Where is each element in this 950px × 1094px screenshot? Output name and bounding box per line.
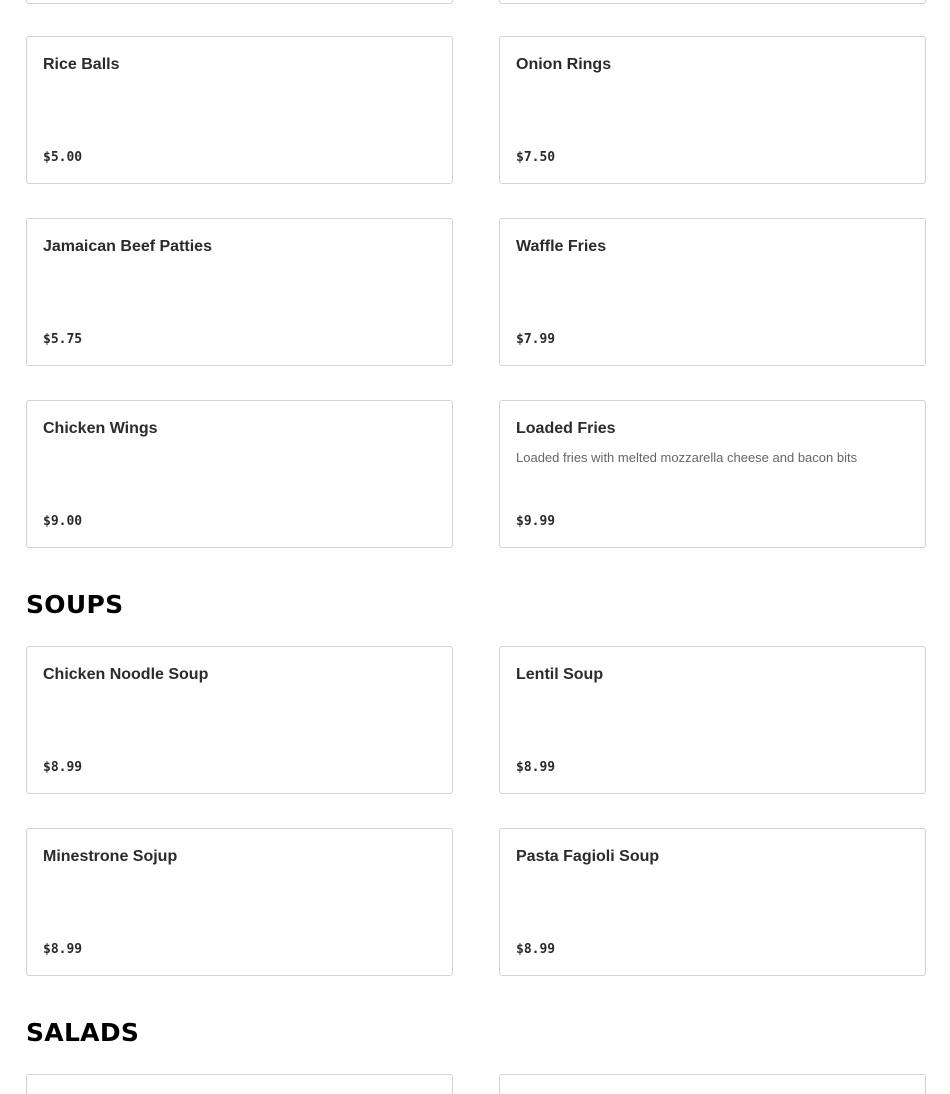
menu-item-name: Jamaican Beef Patties xyxy=(43,238,212,255)
menu-item-name: Rice Balls xyxy=(43,56,120,73)
menu-item-price: $8.99 xyxy=(43,760,83,775)
menu-item-name: Pasta Fagioli Soup xyxy=(516,848,660,865)
menu-item-description: Loaded fries with melted mozzarella cheese and bacon bits xyxy=(516,450,858,465)
menu-item-name: Minestrone Sojup xyxy=(43,848,178,865)
menu-item-name: Waffle Fries xyxy=(516,238,607,255)
menu-item-card[interactable] xyxy=(26,36,453,184)
menu-item-name: Onion Rings xyxy=(516,56,612,73)
menu-item-card-partial[interactable] xyxy=(499,0,926,4)
menu-item-name: Chicken Wings xyxy=(43,420,158,437)
menu-item-card-partial[interactable] xyxy=(26,0,453,4)
menu-item-card[interactable] xyxy=(26,646,453,794)
menu-item-card[interactable] xyxy=(499,400,926,548)
menu-item-price: $7.50 xyxy=(516,150,556,165)
menu-item-card[interactable] xyxy=(499,218,926,366)
menu-item-card-partial[interactable] xyxy=(26,1074,453,1094)
menu-item-price: $9.99 xyxy=(516,514,556,529)
menu-item-name: Loaded Fries xyxy=(516,420,616,437)
menu-item-price: $9.00 xyxy=(43,514,83,529)
menu-item-card-partial[interactable] xyxy=(499,1074,926,1094)
menu-item-card[interactable] xyxy=(499,646,926,794)
section-heading-salads: SALADS xyxy=(26,1018,140,1047)
menu-item-price: $5.00 xyxy=(43,150,83,165)
menu-item-price: $8.99 xyxy=(516,760,556,775)
menu-item-card[interactable] xyxy=(26,828,453,976)
menu-item-price: $8.99 xyxy=(43,942,83,957)
menu-item-price: $5.75 xyxy=(43,332,83,347)
menu-item-card[interactable] xyxy=(26,400,453,548)
menu-item-card[interactable] xyxy=(499,36,926,184)
menu-item-price: $7.99 xyxy=(516,332,556,347)
menu-item-name: Lentil Soup xyxy=(516,666,604,683)
menu-item-price: $8.99 xyxy=(516,942,556,957)
menu-item-name: Chicken Noodle Soup xyxy=(43,666,209,683)
section-heading-soups: SOUPS xyxy=(26,590,124,619)
menu-item-card[interactable] xyxy=(26,218,453,366)
menu-item-card[interactable] xyxy=(499,828,926,976)
